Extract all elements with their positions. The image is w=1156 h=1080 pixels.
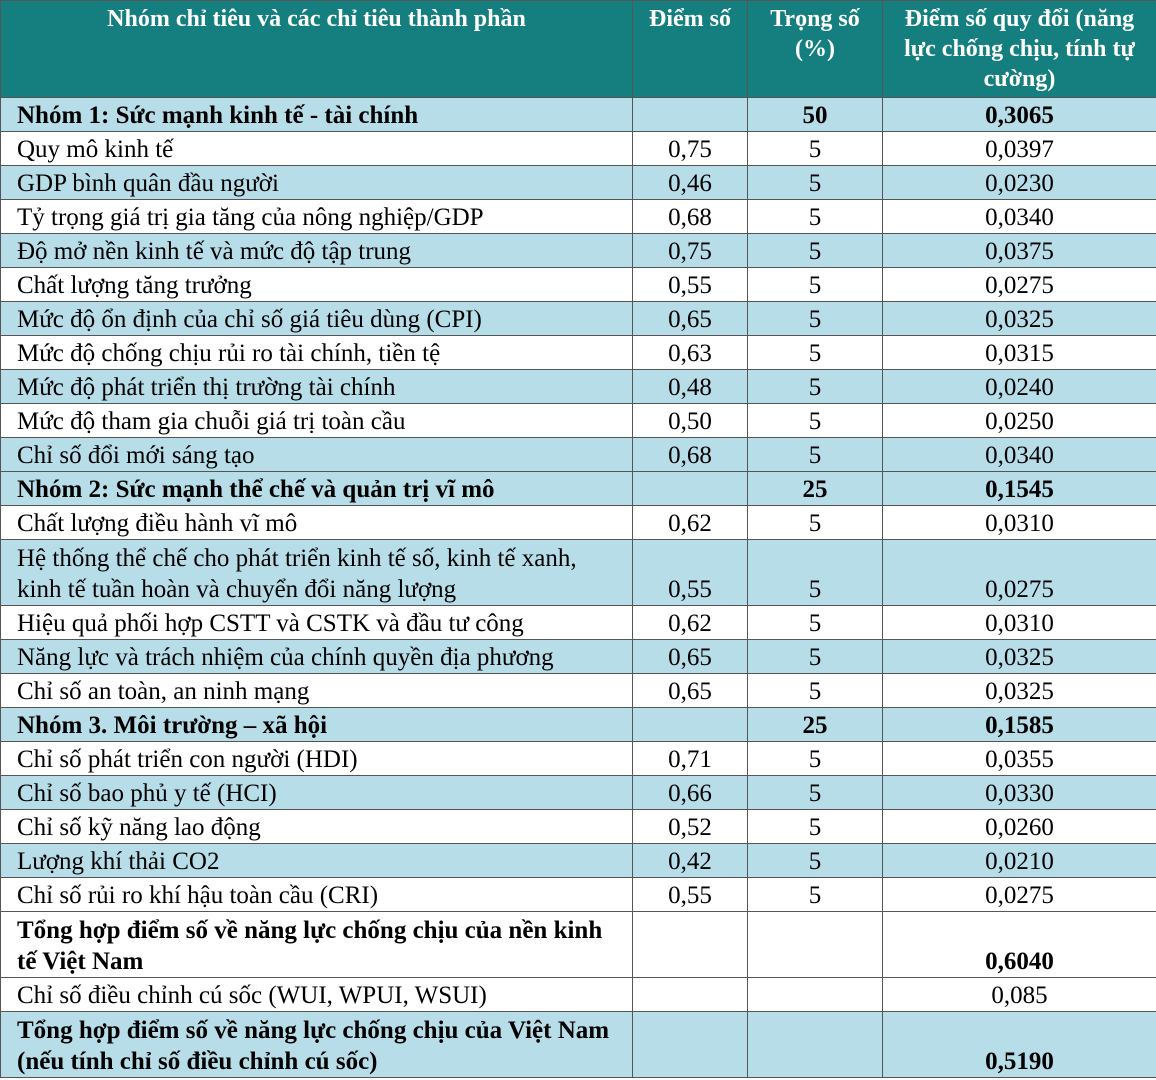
score-cell: 0,65 (633, 302, 748, 336)
table-row (1, 506, 1156, 540)
indicator-cell: Độ mở nền kinh tế và mức độ tập trung (1, 234, 633, 268)
indicator-cell: Chỉ số điều chỉnh cú sốc (WUI, WPUI, WSUI) (1, 978, 633, 1012)
weight-cell (748, 912, 883, 978)
table-row (1, 302, 1156, 336)
score-cell: 0,66 (633, 776, 748, 810)
table-row (1, 776, 1156, 810)
weight-cell: 5 (748, 336, 883, 370)
group-row (1, 472, 1156, 506)
score-cell: 0,65 (633, 674, 748, 708)
header-score: Điểm số (633, 1, 748, 98)
total-row (1, 1012, 1156, 1078)
weight-cell: 5 (748, 810, 883, 844)
indicator-cell: Mức độ ổn định của chỉ số giá tiêu dùng (CPI) (1, 302, 633, 336)
indicator-cell: Hệ thống thể chế cho phát triển kinh tế số, kinh tế xanh, kinh tế tuần hoàn và chuyển đổi năng lượng (1, 540, 633, 606)
weight-cell: 5 (748, 166, 883, 200)
indicator-cell: Lượng khí thải CO2 (1, 844, 633, 878)
table-row (1, 640, 1156, 674)
score-cell: 0,75 (633, 234, 748, 268)
converted-score-cell: 0,085 (883, 978, 1156, 1012)
weight-cell: 5 (748, 404, 883, 438)
total-row (1, 912, 1156, 978)
score-cell (633, 708, 748, 742)
weight-cell: 25 (748, 472, 883, 506)
score-cell: 0,55 (633, 878, 748, 912)
score-cell: 0,55 (633, 540, 748, 606)
indicator-cell: Mức độ tham gia chuỗi giá trị toàn cầu (1, 404, 633, 438)
score-cell: 0,46 (633, 166, 748, 200)
score-cell: 0,48 (633, 370, 748, 404)
converted-score-cell: 0,0210 (883, 844, 1156, 878)
indicator-cell: Mức độ phát triển thị trường tài chính (1, 370, 633, 404)
indicator-cell: Chỉ số đổi mới sáng tạo (1, 438, 633, 472)
table-row (1, 200, 1156, 234)
header-converted: Điểm số quy đổi (năng lực chống chịu, tính tự cường) (883, 1, 1156, 98)
table-row (1, 268, 1156, 302)
converted-score-cell: 0,0325 (883, 302, 1156, 336)
converted-score-cell: 0,0240 (883, 370, 1156, 404)
table-row (1, 234, 1156, 268)
converted-score-cell: 0,0340 (883, 200, 1156, 234)
weight-cell: 5 (748, 370, 883, 404)
score-cell: 0,68 (633, 438, 748, 472)
converted-score-cell: 0,0310 (883, 506, 1156, 540)
table-row (1, 606, 1156, 640)
weight-cell: 5 (748, 674, 883, 708)
converted-score-cell: 0,1585 (883, 708, 1156, 742)
table-row (1, 404, 1156, 438)
score-cell: 0,62 (633, 606, 748, 640)
score-cell: 0,55 (633, 268, 748, 302)
score-cell (633, 472, 748, 506)
table-row (1, 742, 1156, 776)
converted-score-cell: 0,0325 (883, 674, 1156, 708)
weight-cell (748, 1012, 883, 1078)
converted-score-cell: 0,0397 (883, 132, 1156, 166)
weight-cell: 50 (748, 98, 883, 132)
indicator-cell: Mức độ chống chịu rủi ro tài chính, tiền tệ (1, 336, 633, 370)
converted-score-cell: 0,5190 (883, 1012, 1156, 1078)
score-cell (633, 912, 748, 978)
converted-score-cell: 0,0250 (883, 404, 1156, 438)
indicator-cell: Tổng hợp điểm số về năng lực chống chịu của nền kinh tế Việt Nam (1, 912, 633, 978)
score-cell: 0,52 (633, 810, 748, 844)
indicator-cell: Chỉ số an toàn, an ninh mạng (1, 674, 633, 708)
converted-score-cell: 0,0260 (883, 810, 1156, 844)
table-row (1, 878, 1156, 912)
converted-score-cell: 0,0310 (883, 606, 1156, 640)
indicator-cell: Tổng hợp điểm số về năng lực chống chịu của Việt Nam (nếu tính chỉ số điều chỉnh cú sốc) (1, 1012, 633, 1078)
score-cell: 0,42 (633, 844, 748, 878)
indicator-cell: Năng lực và trách nhiệm của chính quyền địa phương (1, 640, 633, 674)
weight-cell: 5 (748, 200, 883, 234)
weight-cell: 5 (748, 742, 883, 776)
score-cell (633, 978, 748, 1012)
converted-score-cell: 0,0375 (883, 234, 1156, 268)
converted-score-cell: 0,1545 (883, 472, 1156, 506)
converted-score-cell: 0,0275 (883, 268, 1156, 302)
weight-cell: 5 (748, 438, 883, 472)
weight-cell: 5 (748, 776, 883, 810)
converted-score-cell: 0,0340 (883, 438, 1156, 472)
indicator-cell: GDP bình quân đầu người (1, 166, 633, 200)
converted-score-cell: 0,0330 (883, 776, 1156, 810)
converted-score-cell: 0,0230 (883, 166, 1156, 200)
table-row (1, 540, 1156, 606)
group-row (1, 708, 1156, 742)
table-row (1, 438, 1156, 472)
table-row (1, 132, 1156, 166)
score-cell: 0,62 (633, 506, 748, 540)
table-row (1, 336, 1156, 370)
weight-cell: 5 (748, 878, 883, 912)
indicator-cell: Chỉ số kỹ năng lao động (1, 810, 633, 844)
header-weight: Trọng số (%) (748, 1, 883, 98)
weight-cell: 5 (748, 268, 883, 302)
score-cell: 0,75 (633, 132, 748, 166)
indicator-cell: Chỉ số phát triển con người (HDI) (1, 742, 633, 776)
weight-cell: 25 (748, 708, 883, 742)
score-cell (633, 98, 748, 132)
weight-cell: 5 (748, 302, 883, 336)
table-body (1, 98, 1156, 1078)
indicator-cell: Nhóm 2: Sức mạnh thể chế và quản trị vĩ mô (1, 472, 633, 506)
converted-score-cell: 0,0325 (883, 640, 1156, 674)
converted-score-cell: 0,0315 (883, 336, 1156, 370)
weight-cell: 5 (748, 606, 883, 640)
indicator-cell: Chỉ số bao phủ y tế (HCI) (1, 776, 633, 810)
weight-cell (748, 978, 883, 1012)
indicator-cell: Chất lượng điều hành vĩ mô (1, 506, 633, 540)
converted-score-cell: 0,0275 (883, 540, 1156, 606)
converted-score-cell: 0,0355 (883, 742, 1156, 776)
indicator-cell: Tỷ trọng giá trị gia tăng của nông nghiệp/GDP (1, 200, 633, 234)
weight-cell: 5 (748, 132, 883, 166)
indicator-cell: Hiệu quả phối hợp CSTT và CSTK và đầu tư công (1, 606, 633, 640)
converted-score-cell: 0,6040 (883, 912, 1156, 978)
score-cell (633, 1012, 748, 1078)
converted-score-cell: 0,0275 (883, 878, 1156, 912)
table-row (1, 978, 1156, 1012)
indicator-cell: Chất lượng tăng trưởng (1, 268, 633, 302)
header-indicator: Nhóm chỉ tiêu và các chỉ tiêu thành phần (1, 1, 633, 98)
score-cell: 0,50 (633, 404, 748, 438)
table-row (1, 674, 1156, 708)
weight-cell: 5 (748, 540, 883, 606)
indicator-cell: Quy mô kinh tế (1, 132, 633, 166)
weight-cell: 5 (748, 506, 883, 540)
table-row (1, 166, 1156, 200)
converted-score-cell: 0,3065 (883, 98, 1156, 132)
table-row (1, 810, 1156, 844)
weight-cell: 5 (748, 234, 883, 268)
table-header-row (1, 1, 1156, 98)
score-cell: 0,63 (633, 336, 748, 370)
group-row (1, 98, 1156, 132)
indicator-cell: Nhóm 3. Môi trường – xã hội (1, 708, 633, 742)
score-cell: 0,65 (633, 640, 748, 674)
table-row (1, 844, 1156, 878)
table-row (1, 370, 1156, 404)
indicator-cell: Chỉ số rủi ro khí hậu toàn cầu (CRI) (1, 878, 633, 912)
score-cell: 0,71 (633, 742, 748, 776)
score-cell: 0,68 (633, 200, 748, 234)
indicator-cell: Nhóm 1: Sức mạnh kinh tế - tài chính (1, 98, 633, 132)
weight-cell: 5 (748, 844, 883, 878)
weight-cell: 5 (748, 640, 883, 674)
